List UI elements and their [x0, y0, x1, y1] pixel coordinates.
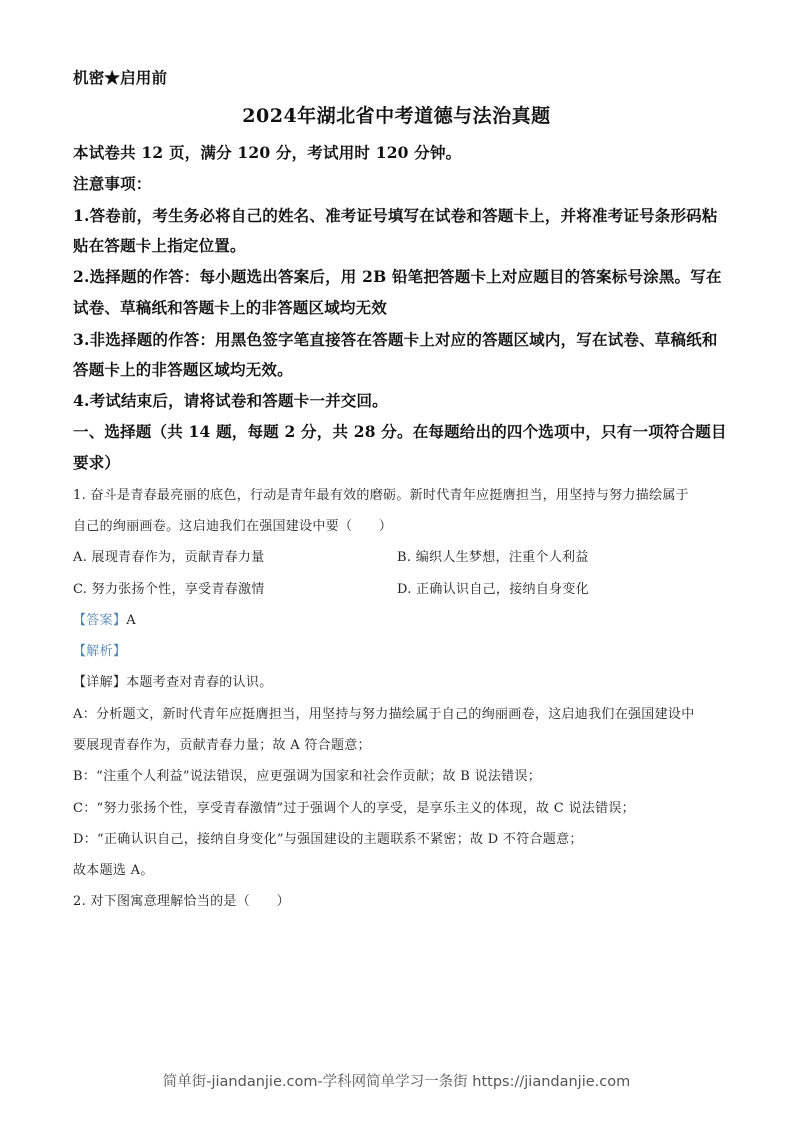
notes-heading: 注意事项： — [73, 174, 152, 193]
note-line: 贴在答题卡上指定位置。 — [73, 236, 246, 255]
note-line: 1.答卷前，考生务必将自己的姓名、准考证号填写在试卷和答题卡上，并将准考证号条形码粘 — [73, 206, 718, 225]
section-heading: 一、选择题（共 14 题，每题 2 分，共 28 分。在每题给出的四个选项中，只有一项符合题目 — [73, 422, 727, 441]
detail-line: A：分析题文，新时代青年应挺膺担当，用坚持与努力描绘属于自己的绚丽画卷，这启迪我们在强国建设中 — [73, 707, 695, 722]
note-line: 4.考试结束后，请将试卷和答题卡一并交回。 — [73, 391, 388, 410]
question-1-stem-cont: 自己的绚丽画卷。这启迪我们在强国建设中要（ ） — [73, 519, 393, 534]
analysis-label: 【解析】 — [73, 644, 127, 659]
section-heading-cont: 要求） — [73, 453, 121, 472]
note-line: 3.非选择题的作答：用黑色签字笔直接答在答题卡上对应的答题区域内，写在试卷、草稿纸和 — [73, 330, 718, 349]
option-d: D. 正确认识自己，接纳自身变化 — [397, 582, 590, 597]
detail-line: 要展现青春作为，贡献青春力量；故 A 符合题意； — [73, 738, 371, 753]
answer-row — [73, 609, 136, 628]
question-1-stem: 1. 奋斗是青春最亮丽的底色，行动是青年最有效的磨砺。新时代青年应挺膺担当，用坚持与努力描绘属于 — [73, 488, 689, 503]
answer-label: 【答案】 — [73, 613, 127, 628]
confidential-label: 机密★启用前 — [73, 68, 168, 87]
note-line: 答题卡上的非答题区域均无效。 — [73, 360, 293, 379]
note-line: 试卷、草稿纸和答题卡上的非答题区域均无效 — [73, 298, 388, 317]
detail-line: 【详解】本题考查对青春的认识。 — [73, 675, 273, 690]
question-2-stem: 2. 对下图寓意理解恰当的是（ ） — [73, 894, 290, 909]
detail-line: C：“努力张扬个性，享受青春激情”过于强调个人的享受，是享乐主义的体现，故 C 说法错误； — [73, 801, 635, 816]
detail-line: 故本题选 A。 — [73, 863, 154, 878]
option-a: A. 展现青春作为，贡献青春力量 — [73, 550, 265, 565]
footer-watermark: 简单街-jiandanjie.com-学科网简单学习一条街 https://jiandanjie.com — [162, 1074, 631, 1090]
detail-line: D：“正确认识自己，接纳自身变化”与强国建设的主题联系不紧密；故 D 不符合题意； — [73, 832, 583, 847]
answer-value: A — [126, 613, 136, 628]
note-line: 2.选择题的作答：每小题选出答案后，用 2B 铅笔把答题卡上对应题目的答案标号涂黑。写在 — [73, 267, 722, 286]
page-title: 2024年湖北省中考道德与法治真题 — [242, 105, 551, 127]
option-c: C. 努力张扬个性，享受青春激情 — [73, 582, 265, 597]
option-b: B. 编织人生梦想，注重个人利益 — [397, 550, 589, 565]
detail-line: B：“注重个人利益”说法错误，应更强调为国家和社会作贡献；故 B 说法错误； — [73, 769, 542, 784]
exam-info: 本试卷共 12 页，满分 120 分，考试用时 120 分钟。 — [73, 143, 462, 162]
